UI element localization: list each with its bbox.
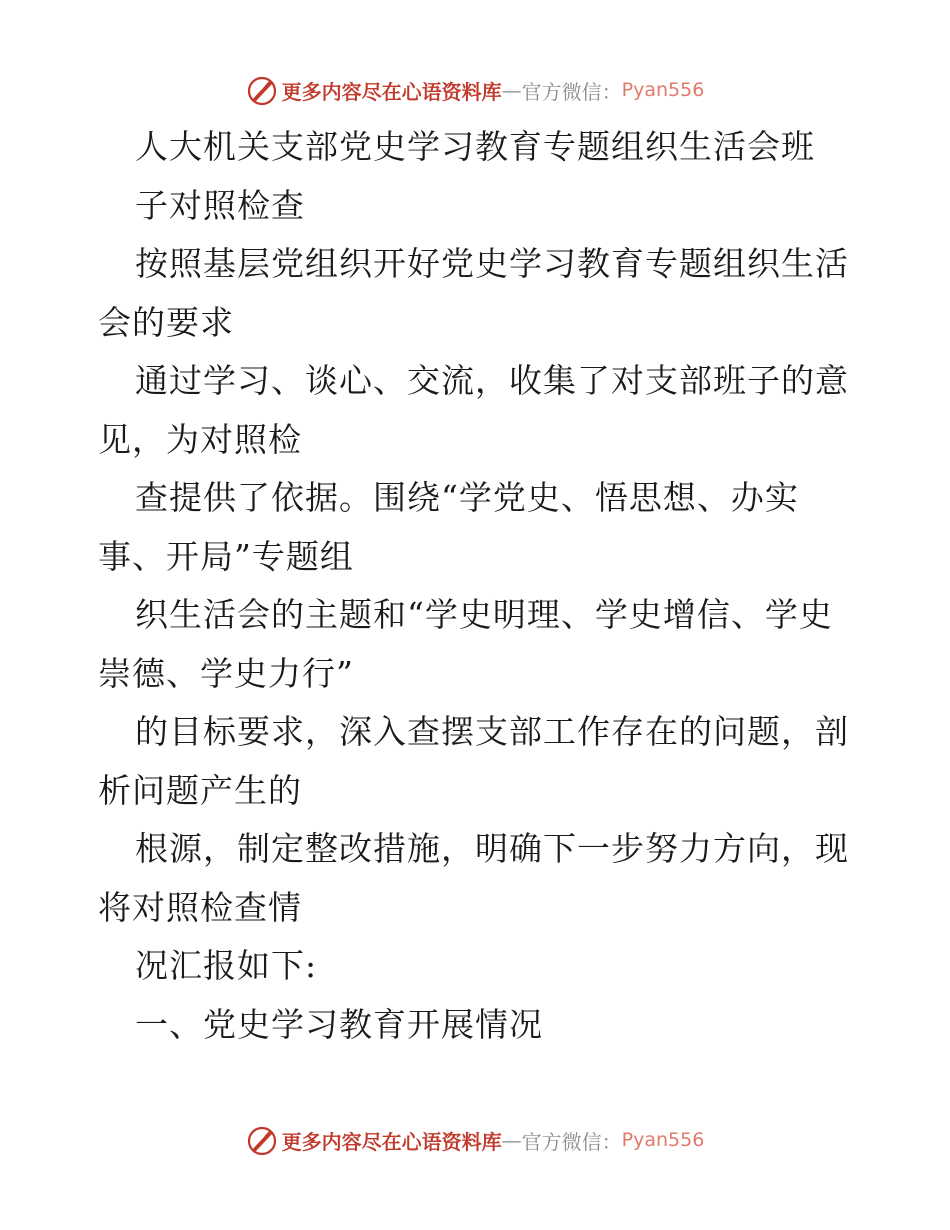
banner-contact-id: Pyan556 — [621, 1129, 705, 1151]
banner-contact-label: 官方微信： — [521, 79, 622, 104]
banner-site-text: 更多内容尽在心语资料库 — [281, 79, 502, 104]
paragraph-line: 析问题产生的 — [98, 770, 302, 810]
banner-contact-label: 官方微信： — [521, 1129, 622, 1154]
paragraph-line: 织生活会的主题和“学史明理、学史增信、学史 — [135, 595, 833, 634]
footer-watermark-banner — [0, 1120, 950, 1160]
feather-pen-logo-icon — [246, 1124, 278, 1156]
banner-site-text: 更多内容尽在心语资料库 — [281, 1129, 502, 1154]
banner-dash: — — [501, 78, 522, 102]
paragraph-line: 按照基层党组织开好党史学习教育专题组织生活 — [135, 244, 849, 283]
document-body — [98, 118, 858, 1054]
paragraph-line: 会的要求 — [98, 302, 234, 342]
paragraph-line: 根源，制定整改措施，明确下一步努力方向，现 — [135, 829, 849, 868]
paragraph-line: 通过学习、谈心、交流，收集了对支部班子的意 — [135, 361, 849, 400]
banner-dash: — — [501, 1128, 522, 1152]
document-title-line-1: 人大机关支部党史学习教育专题组织生活会班 — [135, 127, 815, 166]
feather-pen-logo-icon — [246, 74, 278, 106]
banner-contact-id: Pyan556 — [621, 79, 705, 101]
paragraph-line: 事、开局”专题组 — [98, 536, 354, 576]
paragraph-line: 况汇报如下: — [135, 946, 318, 985]
header-watermark-banner — [0, 70, 950, 110]
paragraph-line: 将对照检查情 — [98, 887, 302, 927]
paragraph-line: 见，为对照检 — [98, 419, 302, 459]
document-title-line-2: 子对照检查 — [135, 185, 305, 225]
paragraph-line: 崇德、学史力行” — [98, 653, 354, 693]
section-heading: 一、党史学习教育开展情况 — [135, 1004, 543, 1044]
paragraph-line: 查提供了依据。围绕“学党史、悟思想、办实 — [135, 478, 799, 517]
paragraph-line: 的目标要求，深入查摆支部工作存在的问题，剖 — [135, 712, 849, 751]
